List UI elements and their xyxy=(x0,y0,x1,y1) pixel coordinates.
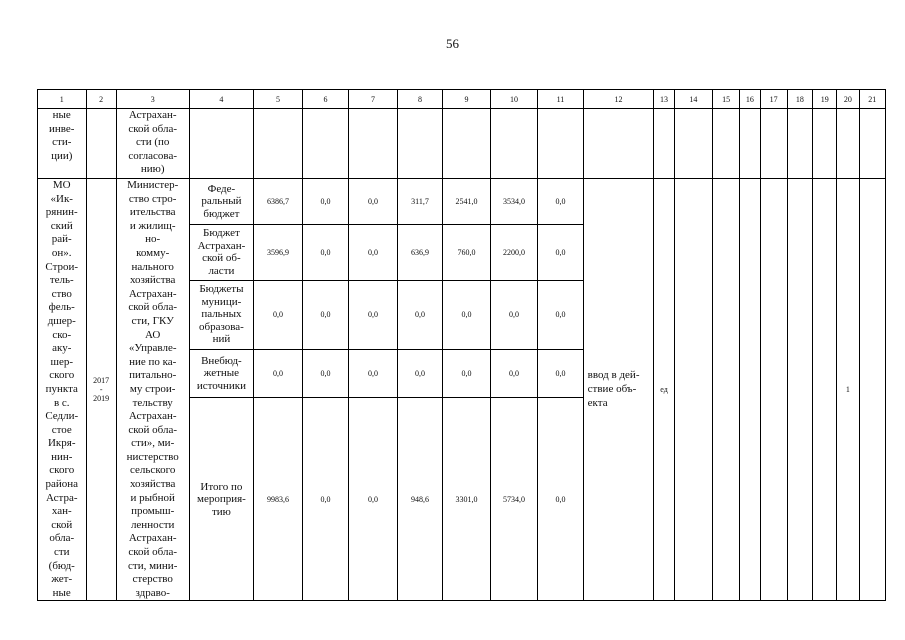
amount-cell: 6386,7 xyxy=(254,179,303,225)
amount-cell: 311,7 xyxy=(397,179,442,225)
cell-indicator: ввод в дей- ствие объ- екта xyxy=(583,179,654,601)
cell-continuation-col3: Астрахан- ской обла- сти (по согласова- нию) xyxy=(116,109,189,179)
empty-cell xyxy=(443,109,491,179)
cell-executor: Министер- ство стро- ительства и жилищ- но- комму- нального хозяйства Астрахан- ской обла- сти, ГКУ АО «Управле- ние по ка- питально- му строи- тельству Астрахан- ской обла- сти», ми- нистерство сельского хозяйства и рыбной промыш- ленности Астрахан- ской обла- сти, мини- стерство здраво- xyxy=(116,179,189,601)
header-cell: 20 xyxy=(837,90,859,109)
empty-cell xyxy=(713,179,740,601)
amount-cell: 3301,0 xyxy=(443,398,491,601)
header-cell: 8 xyxy=(397,90,442,109)
amount-cell: 0,0 xyxy=(538,224,583,280)
amount-cell: 0,0 xyxy=(490,280,538,349)
empty-cell xyxy=(859,179,885,601)
continuation-row xyxy=(38,109,886,179)
amount-cell: 0,0 xyxy=(349,224,398,280)
header-cell: 1 xyxy=(38,90,87,109)
header-cell: 12 xyxy=(583,90,654,109)
empty-cell xyxy=(813,109,837,179)
amount-cell: 3596,9 xyxy=(254,224,303,280)
empty-cell xyxy=(740,109,760,179)
header-cell: 10 xyxy=(490,90,538,109)
empty-cell xyxy=(674,109,712,179)
empty-cell xyxy=(189,109,254,179)
empty-cell xyxy=(674,179,712,601)
header-cell: 17 xyxy=(760,90,787,109)
empty-cell xyxy=(490,109,538,179)
amount-cell: 0,0 xyxy=(538,398,583,601)
empty-cell xyxy=(654,109,674,179)
empty-cell xyxy=(787,179,812,601)
empty-cell xyxy=(787,109,812,179)
amount-cell: 760,0 xyxy=(443,224,491,280)
amount-cell: 2200,0 xyxy=(490,224,538,280)
funding-source: Итого по мероприя- тию xyxy=(189,398,254,601)
amount-cell: 0,0 xyxy=(538,280,583,349)
amount-cell: 0,0 xyxy=(538,349,583,398)
empty-cell xyxy=(302,109,348,179)
amount-cell: 9983,6 xyxy=(254,398,303,601)
empty-cell xyxy=(813,179,837,601)
cell-target-value: 1 xyxy=(837,179,859,601)
amount-cell: 0,0 xyxy=(302,280,348,349)
header-cell: 9 xyxy=(443,90,491,109)
amount-cell: 5734,0 xyxy=(490,398,538,601)
amount-cell: 0,0 xyxy=(443,349,491,398)
amount-cell: 0,0 xyxy=(397,280,442,349)
empty-cell xyxy=(837,109,859,179)
header-cell: 16 xyxy=(740,90,760,109)
amount-cell: 0,0 xyxy=(349,280,398,349)
amount-cell: 0,0 xyxy=(397,349,442,398)
empty-cell xyxy=(538,109,583,179)
header-cell: 13 xyxy=(654,90,674,109)
page-number: 56 xyxy=(446,36,459,51)
amount-cell: 948,6 xyxy=(397,398,442,601)
header-cell: 7 xyxy=(349,90,398,109)
funding-row-federal xyxy=(38,179,886,225)
header-cell: 2 xyxy=(86,90,116,109)
funding-source: Феде- ральный бюджет xyxy=(189,179,254,225)
funding-source: Бюджеты муници- пальных образова- ний xyxy=(189,280,254,349)
amount-cell: 0,0 xyxy=(254,349,303,398)
empty-cell xyxy=(760,179,787,601)
amount-cell: 0,0 xyxy=(254,280,303,349)
empty-cell xyxy=(349,109,398,179)
amount-cell: 0,0 xyxy=(302,398,348,601)
funding-source: Бюджет Астрахан- ской об- ласти xyxy=(189,224,254,280)
header-cell: 14 xyxy=(674,90,712,109)
empty-cell xyxy=(583,109,654,179)
amount-cell: 2541,0 xyxy=(443,179,491,225)
amount-cell: 0,0 xyxy=(490,349,538,398)
amount-cell: 0,0 xyxy=(349,398,398,601)
header-cell: 19 xyxy=(813,90,837,109)
header-cell: 11 xyxy=(538,90,583,109)
header-cell: 4 xyxy=(189,90,254,109)
amount-cell: 0,0 xyxy=(302,224,348,280)
empty-cell xyxy=(254,109,303,179)
cell-period: 2017 - 2019 xyxy=(86,179,116,601)
header-cell: 15 xyxy=(713,90,740,109)
empty-cell xyxy=(713,109,740,179)
cell-unit: ед xyxy=(654,179,674,601)
funding-source: Внебюд- жетные источники xyxy=(189,349,254,398)
header-cell: 5 xyxy=(254,90,303,109)
header-cell: 6 xyxy=(302,90,348,109)
header-cell: 18 xyxy=(787,90,812,109)
amount-cell: 0,0 xyxy=(443,280,491,349)
header-cell: 21 xyxy=(859,90,885,109)
amount-cell: 0,0 xyxy=(349,179,398,225)
header-row xyxy=(38,90,886,109)
amount-cell: 3534,0 xyxy=(490,179,538,225)
header-cell: 3 xyxy=(116,90,189,109)
empty-cell xyxy=(397,109,442,179)
amount-cell: 0,0 xyxy=(349,349,398,398)
amount-cell: 0,0 xyxy=(302,179,348,225)
empty-cell xyxy=(86,109,116,179)
amount-cell: 0,0 xyxy=(538,179,583,225)
empty-cell xyxy=(859,109,885,179)
cell-continuation-col1: ные инве- сти- ции) xyxy=(38,109,87,179)
cell-measure-name: МО «Ик- рянин- ский рай- он». Строи- тель- ство фель- дшер- ско- аку- шер- ского пункта в с. Седли- стое Икря- нин- ского района Астра- хан- ской обла- сти (бюд- жет- ные xyxy=(38,179,87,601)
amount-cell: 0,0 xyxy=(302,349,348,398)
empty-cell xyxy=(760,109,787,179)
amount-cell: 636,9 xyxy=(397,224,442,280)
program-table xyxy=(37,89,886,601)
empty-cell xyxy=(740,179,760,601)
